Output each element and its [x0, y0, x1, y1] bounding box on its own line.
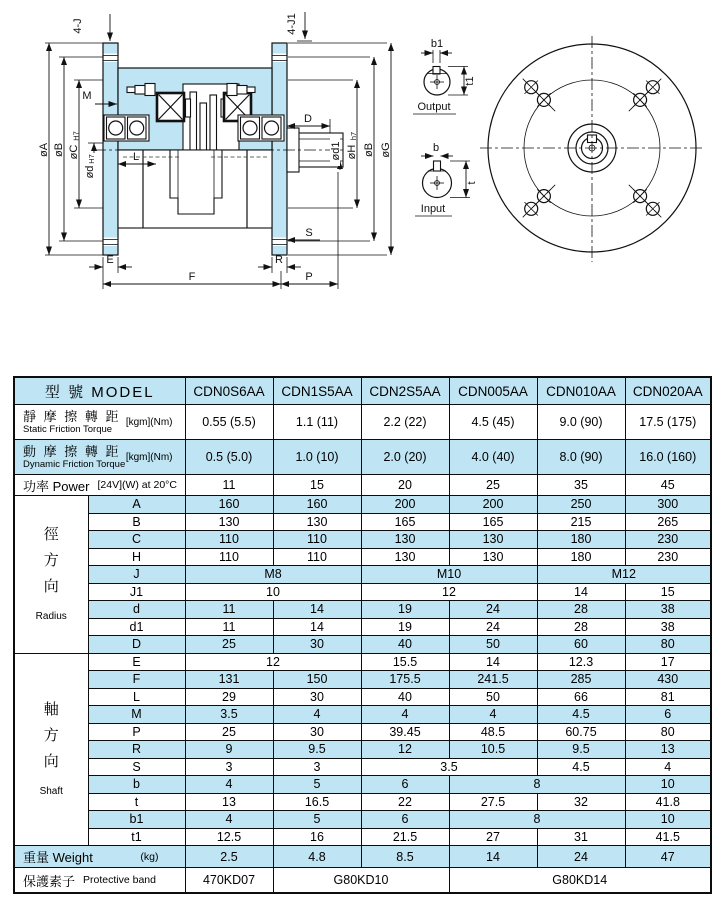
row-label-cell: H	[88, 548, 185, 566]
spec-table-section	[13, 376, 712, 894]
value-cell: 200	[361, 496, 449, 514]
weight-label-box	[15, 847, 185, 866]
value-cell: 13	[625, 741, 711, 759]
value-cell: 50	[449, 636, 537, 654]
group-char: 徑	[43, 525, 59, 543]
value-cell: 10	[625, 811, 711, 829]
row-label-cell: J	[88, 566, 185, 584]
value-cell: 17	[625, 653, 711, 671]
table-row	[14, 828, 711, 846]
right-flange	[272, 43, 287, 255]
value-cell: 12.3	[537, 653, 625, 671]
table-row	[14, 496, 711, 514]
value-cell: 3.5	[361, 758, 537, 776]
spec-table	[13, 376, 712, 894]
value-cell: 11	[185, 618, 273, 636]
spec-label-box	[15, 444, 185, 470]
value-cell: 24	[449, 601, 537, 619]
value-cell: 38	[625, 618, 711, 636]
model-name-cell: CDN005AA	[449, 377, 537, 405]
value-cell: 29	[185, 688, 273, 706]
model-name-cell: CDN1S5AA	[273, 377, 361, 405]
dim-label-oc-sub: H7	[71, 131, 81, 141]
table-row	[14, 583, 711, 601]
value-cell: 130	[361, 548, 449, 566]
value-cell: 17.5 (175)	[625, 405, 711, 440]
value-cell: 41.5	[625, 828, 711, 846]
value-cell: 4.5	[537, 758, 625, 776]
value-cell: 4	[361, 706, 449, 724]
value-cell: 16	[273, 828, 361, 846]
value-cell: 19	[361, 618, 449, 636]
value-cell: 160	[273, 496, 361, 514]
row-label-cell: C	[88, 531, 185, 549]
value-cell: 14	[449, 846, 537, 868]
value-cell: 4	[625, 758, 711, 776]
table-row	[14, 688, 711, 706]
row-label-cell: F	[88, 671, 185, 689]
power-label-cell	[14, 475, 185, 496]
value-cell: 48.5	[449, 723, 537, 741]
value-cell: 165	[449, 513, 537, 531]
row-label-cell: J1	[88, 583, 185, 601]
value-cell: 8.0 (90)	[537, 440, 625, 475]
row-label-cell: b1	[88, 811, 185, 829]
value-cell: 14	[537, 583, 625, 601]
weight-label-cell	[14, 846, 185, 868]
table-row	[14, 706, 711, 724]
value-cell: 5	[273, 776, 361, 794]
value-cell: 15	[625, 583, 711, 601]
cross-section-view	[38, 12, 392, 289]
dim-label-s: S	[305, 227, 313, 239]
model-header-cell: 型 號 MODEL	[14, 377, 185, 405]
group-label-box	[15, 527, 88, 622]
dim-label-t1: t1	[464, 76, 476, 86]
model-name-cell: CDN010AA	[537, 377, 625, 405]
row-label-cell: t1	[88, 828, 185, 846]
group-char: 向	[43, 752, 59, 770]
value-cell: 13	[185, 793, 273, 811]
value-cell: 3	[273, 758, 361, 776]
dim-label-b: b	[432, 142, 440, 154]
value-cell: 16.0 (160)	[625, 440, 711, 475]
row-label-cell: d	[88, 601, 185, 619]
value-cell: 30	[273, 636, 361, 654]
value-cell: 60.75	[537, 723, 625, 741]
value-cell: 3	[185, 758, 273, 776]
input-shaft-view	[415, 142, 478, 216]
value-cell: 32	[537, 793, 625, 811]
dim-label-oc: øC	[68, 144, 80, 160]
value-cell: 230	[625, 531, 711, 549]
left-flange	[103, 43, 118, 255]
value-cell: 47	[625, 846, 711, 868]
protective-label-zh: 保護素子	[23, 873, 76, 889]
weight-unit: (kg)	[140, 850, 159, 863]
value-cell: 25	[449, 475, 537, 496]
dim-label-m: M	[82, 90, 92, 102]
value-cell: 14	[273, 601, 361, 619]
power-label-box	[15, 476, 185, 495]
value-cell: 180	[537, 531, 625, 549]
table-row	[14, 636, 711, 654]
value-cell: 2.5	[185, 846, 273, 868]
spec-label-unit: [kgm](Nm)	[125, 451, 173, 463]
table-row	[14, 566, 711, 584]
value-cell: 110	[185, 548, 273, 566]
value-cell: 50	[449, 688, 537, 706]
value-cell: 11	[185, 601, 273, 619]
spec-label-en: Static Friction Torque	[23, 424, 113, 435]
value-cell: 12	[185, 653, 361, 671]
value-cell: 110	[273, 548, 361, 566]
value-cell: 215	[537, 513, 625, 531]
value-cell: 165	[361, 513, 449, 531]
value-cell: 40	[361, 636, 449, 654]
row-label-cell: b	[88, 776, 185, 794]
table-row	[14, 475, 711, 496]
value-cell: 160	[185, 496, 273, 514]
value-cell: 150	[273, 671, 361, 689]
dim-label-oa: øA	[38, 142, 50, 158]
value-cell: 4.5 (45)	[449, 405, 537, 440]
weight-label-zh: 重量 Weight	[23, 850, 93, 865]
value-cell: 27.5	[449, 793, 537, 811]
dim-label-oh-sub: h7	[349, 131, 358, 141]
row-label-cell: B	[88, 513, 185, 531]
value-cell: 38	[625, 601, 711, 619]
value-cell: 81	[625, 688, 711, 706]
value-cell: 130	[273, 513, 361, 531]
value-cell: 6	[625, 706, 711, 724]
value-cell: 131	[185, 671, 273, 689]
value-cell: 130	[185, 513, 273, 531]
value-cell: 15.5	[361, 653, 449, 671]
dim-label-og: øG	[380, 142, 392, 158]
value-cell: 14	[449, 653, 537, 671]
spec-label-zh: 靜 摩 擦 轉 距	[23, 409, 121, 424]
model-name-cell: CDN020AA	[625, 377, 711, 405]
value-cell: 8.5	[361, 846, 449, 868]
value-cell: 430	[625, 671, 711, 689]
spec-label-cell	[14, 405, 185, 440]
value-cell: 3.5	[185, 706, 273, 724]
dim-label-r: R	[275, 254, 283, 266]
dim-label-l: L	[132, 151, 140, 163]
value-cell: 28	[537, 601, 625, 619]
protective-label-en: Protective band	[83, 874, 156, 886]
model-name-cell: CDN2S5AA	[361, 377, 449, 405]
table-row	[14, 548, 711, 566]
spacer-left	[186, 99, 191, 117]
table-row	[14, 440, 711, 475]
value-cell: 285	[537, 671, 625, 689]
value-cell: 27	[449, 828, 537, 846]
row-label-cell: E	[88, 653, 185, 671]
value-cell: 300	[625, 496, 711, 514]
dim-label-t: t	[466, 181, 478, 185]
table-row	[14, 601, 711, 619]
spec-label-names	[23, 444, 125, 470]
dim-label-oh: øH	[346, 144, 358, 160]
value-cell: 66	[537, 688, 625, 706]
value-cell: 6	[361, 776, 449, 794]
table-row	[14, 811, 711, 829]
value-cell: 1.1 (11)	[273, 405, 361, 440]
dim-label-ob-left: øB	[53, 142, 65, 158]
row-label-cell: P	[88, 723, 185, 741]
row-label-cell: t	[88, 793, 185, 811]
table-row	[14, 618, 711, 636]
value-cell: 6	[361, 811, 449, 829]
lower-body	[118, 150, 272, 228]
value-cell: M8	[185, 566, 361, 584]
value-cell: 4	[273, 706, 361, 724]
value-cell: 24	[537, 846, 625, 868]
value-cell: 0.55 (5.5)	[185, 405, 273, 440]
value-cell: 80	[625, 723, 711, 741]
value-cell: 24	[449, 618, 537, 636]
value-cell: 0.5 (5.0)	[185, 440, 273, 475]
table-row	[14, 776, 711, 794]
value-cell: 25	[185, 723, 273, 741]
value-cell: 4.5	[537, 706, 625, 724]
value-cell: 230	[625, 548, 711, 566]
dim-label-b1: b1	[430, 38, 444, 50]
technical-drawing	[0, 0, 720, 372]
value-cell: 45	[625, 475, 711, 496]
value-cell: 4	[449, 706, 537, 724]
value-cell: 9.0 (90)	[537, 405, 625, 440]
value-cell: 31	[537, 828, 625, 846]
value-cell: 80	[625, 636, 711, 654]
table-row	[14, 741, 711, 759]
row-label-cell: S	[88, 758, 185, 776]
value-cell: 10	[625, 776, 711, 794]
value-cell: 12	[361, 741, 449, 759]
dim-label-e: E	[106, 254, 114, 266]
value-cell: 2.2 (22)	[361, 405, 449, 440]
value-cell: 470KD07	[185, 868, 273, 894]
value-cell: 39.45	[361, 723, 449, 741]
value-cell: 175.5	[361, 671, 449, 689]
value-cell: 4	[185, 776, 273, 794]
group-char: 向	[43, 577, 59, 595]
value-cell: 250	[537, 496, 625, 514]
row-label-cell: L	[88, 688, 185, 706]
value-cell: 265	[625, 513, 711, 531]
table-row	[14, 653, 711, 671]
bearing-right	[238, 115, 284, 141]
value-cell: 20	[361, 475, 449, 496]
value-cell: 130	[449, 548, 537, 566]
row-label-cell: M	[88, 706, 185, 724]
value-cell: 4	[185, 811, 273, 829]
group-label-box	[15, 702, 88, 797]
input-label: Input	[420, 203, 446, 215]
value-cell: 14	[273, 618, 361, 636]
protective-label-cell	[14, 868, 185, 894]
value-cell: 10.5	[449, 741, 537, 759]
dim-label-p: P	[305, 271, 313, 283]
value-cell: 9	[185, 741, 273, 759]
table-row	[14, 723, 711, 741]
value-cell: 30	[273, 723, 361, 741]
value-cell: 12	[361, 583, 537, 601]
group-en-label: Shaft	[39, 785, 63, 797]
value-cell: 22	[361, 793, 449, 811]
front-view	[480, 36, 704, 262]
dim-label-4j: 4-J	[72, 18, 84, 34]
table-row	[14, 846, 711, 868]
value-cell: G80KD14	[449, 868, 711, 894]
value-cell: 21.5	[361, 828, 449, 846]
value-cell: 4.0 (40)	[449, 440, 537, 475]
value-cell: 130	[449, 531, 537, 549]
group-char: 軸	[43, 700, 59, 718]
table-row	[14, 513, 711, 531]
group-char: 方	[43, 551, 59, 569]
value-cell: 180	[537, 548, 625, 566]
value-cell: 40	[361, 688, 449, 706]
group-label-cell	[14, 653, 88, 846]
value-cell: 15	[273, 475, 361, 496]
table-header-row	[14, 377, 711, 405]
dim-label-f: F	[188, 271, 196, 283]
value-cell: 9.5	[273, 741, 361, 759]
spec-label-box	[15, 409, 185, 435]
value-cell: 12.5	[185, 828, 273, 846]
spec-label-unit: [kgm](Nm)	[125, 416, 173, 428]
value-cell: 16.5	[273, 793, 361, 811]
value-cell: 4.8	[273, 846, 361, 868]
bearing-left	[104, 115, 149, 141]
coil-left	[157, 93, 184, 121]
value-cell: M12	[537, 566, 711, 584]
value-cell: 30	[273, 688, 361, 706]
spec-label-en: Dynamic Friction Torque	[23, 459, 126, 470]
spec-table-body	[14, 377, 711, 893]
dim-label-od1: ød1	[330, 141, 342, 161]
power-label-zh: 功率 Power	[23, 478, 90, 494]
value-cell: 9.5	[537, 741, 625, 759]
table-row	[14, 405, 711, 440]
value-cell: 130	[361, 531, 449, 549]
value-cell: 5	[273, 811, 361, 829]
row-label-cell: R	[88, 741, 185, 759]
value-cell: M10	[361, 566, 537, 584]
dim-label-ob-right: øB	[363, 142, 375, 158]
value-cell: 25	[185, 636, 273, 654]
value-cell: 35	[537, 475, 625, 496]
value-cell: 110	[185, 531, 273, 549]
dim-label-d: D	[304, 113, 312, 125]
value-cell: 10	[185, 583, 361, 601]
spec-label-names	[23, 409, 120, 435]
value-cell: 8	[449, 776, 625, 794]
table-row	[14, 793, 711, 811]
protective-label-box	[15, 871, 185, 890]
row-label-cell: d1	[88, 618, 185, 636]
output-label: Output	[417, 101, 451, 113]
value-cell: 1.0 (10)	[273, 440, 361, 475]
value-cell: 200	[449, 496, 537, 514]
group-char: 方	[43, 726, 59, 744]
value-cell: 8	[449, 811, 625, 829]
value-cell: 41.8	[625, 793, 711, 811]
dim-label-4j1: 4-J1	[286, 13, 298, 35]
spec-label-zh: 動 摩 擦 轉 距	[23, 444, 121, 459]
output-shaft-view	[413, 38, 476, 114]
value-cell: 2.0 (20)	[361, 440, 449, 475]
group-label-cell	[14, 496, 88, 654]
table-row	[14, 531, 711, 549]
value-cell: 11	[185, 475, 273, 496]
table-row	[14, 758, 711, 776]
row-label-cell: A	[88, 496, 185, 514]
power-label-detail: [24V](W) at 20°C	[97, 479, 177, 491]
dim-label-od: ød	[84, 165, 96, 179]
table-row	[14, 868, 711, 894]
table-row	[14, 671, 711, 689]
value-cell: 60	[537, 636, 625, 654]
group-en-label: Radius	[35, 610, 67, 622]
value-cell: 28	[537, 618, 625, 636]
model-name-cell: CDN0S6AA	[185, 377, 273, 405]
value-cell: 19	[361, 601, 449, 619]
value-cell: 241.5	[449, 671, 537, 689]
dim-label-od-sub: H7	[87, 154, 96, 164]
spec-label-cell	[14, 440, 185, 475]
row-label-cell: D	[88, 636, 185, 654]
value-cell: G80KD10	[273, 868, 449, 894]
value-cell: 110	[273, 531, 361, 549]
